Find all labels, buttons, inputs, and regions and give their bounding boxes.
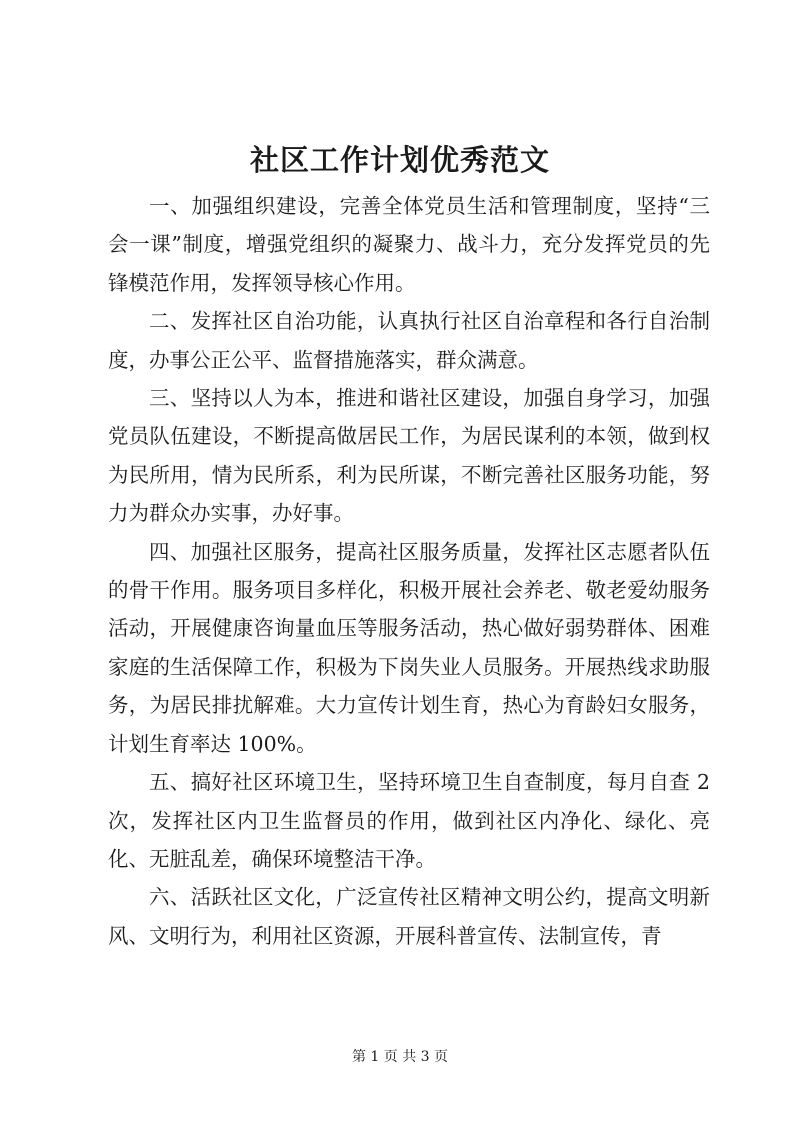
paragraph-3: 三、坚持以人为本，推进和谐社区建设，加强自身学习，加强党员队伍建设，不断提高做居民工作，为居民谋利的本领，做到权为民所用，情为民所系，利为民所谋，不断完善社区服务功能，努力为群众办实事，办好事。 — [108, 386, 710, 526]
paragraph-1: 一、加强组织建设，完善全体党员生活和管理制度，坚持“三会一课”制度，增强党组织的凝聚力、战斗力，充分发挥党员的先锋模范作用，发挥领导核心作用。 — [108, 194, 710, 295]
document-body — [108, 187, 710, 955]
page-number-footer: 第 1 页 共 3 页 — [351, 1049, 449, 1065]
paragraph-6: 六、活跃社区文化，广泛宣传社区精神文明公约，提高文明新风、文明行为，利用社区资源，开展科普宣传、法制宣传，青 — [108, 885, 710, 948]
page-title: 社区工作计划优秀范文 — [249, 143, 550, 177]
paragraph-2: 二、发挥社区自治功能，认真执行社区自治章程和各行自治制度，办事公正公平、监督措施落实，群众满意。 — [108, 309, 710, 372]
paragraph-5: 五、搞好社区环境卫生，坚持环境卫生自查制度，每月自查 2 次，发挥社区内卫生监督员的作用，做到社区内净化、绿化、亮化、无脏乱差，确保环境整洁干净。 — [108, 770, 710, 871]
paragraph-4: 四、加强社区服务，提高社区服务质量，发挥社区志愿者队伍的骨干作用。服务项目多样化，积极开展社会养老、敬老爱幼服务活动，开展健康咨询量血压等服务活动，热心做好弱势群体、困难家庭的生活保障工作，积极为下岗失业人员服务。开展热线求助服务，为居民排扰解难。大力宣传计划生育，热心为育龄妇女服务，计划生育率达 100%。 — [108, 539, 710, 756]
